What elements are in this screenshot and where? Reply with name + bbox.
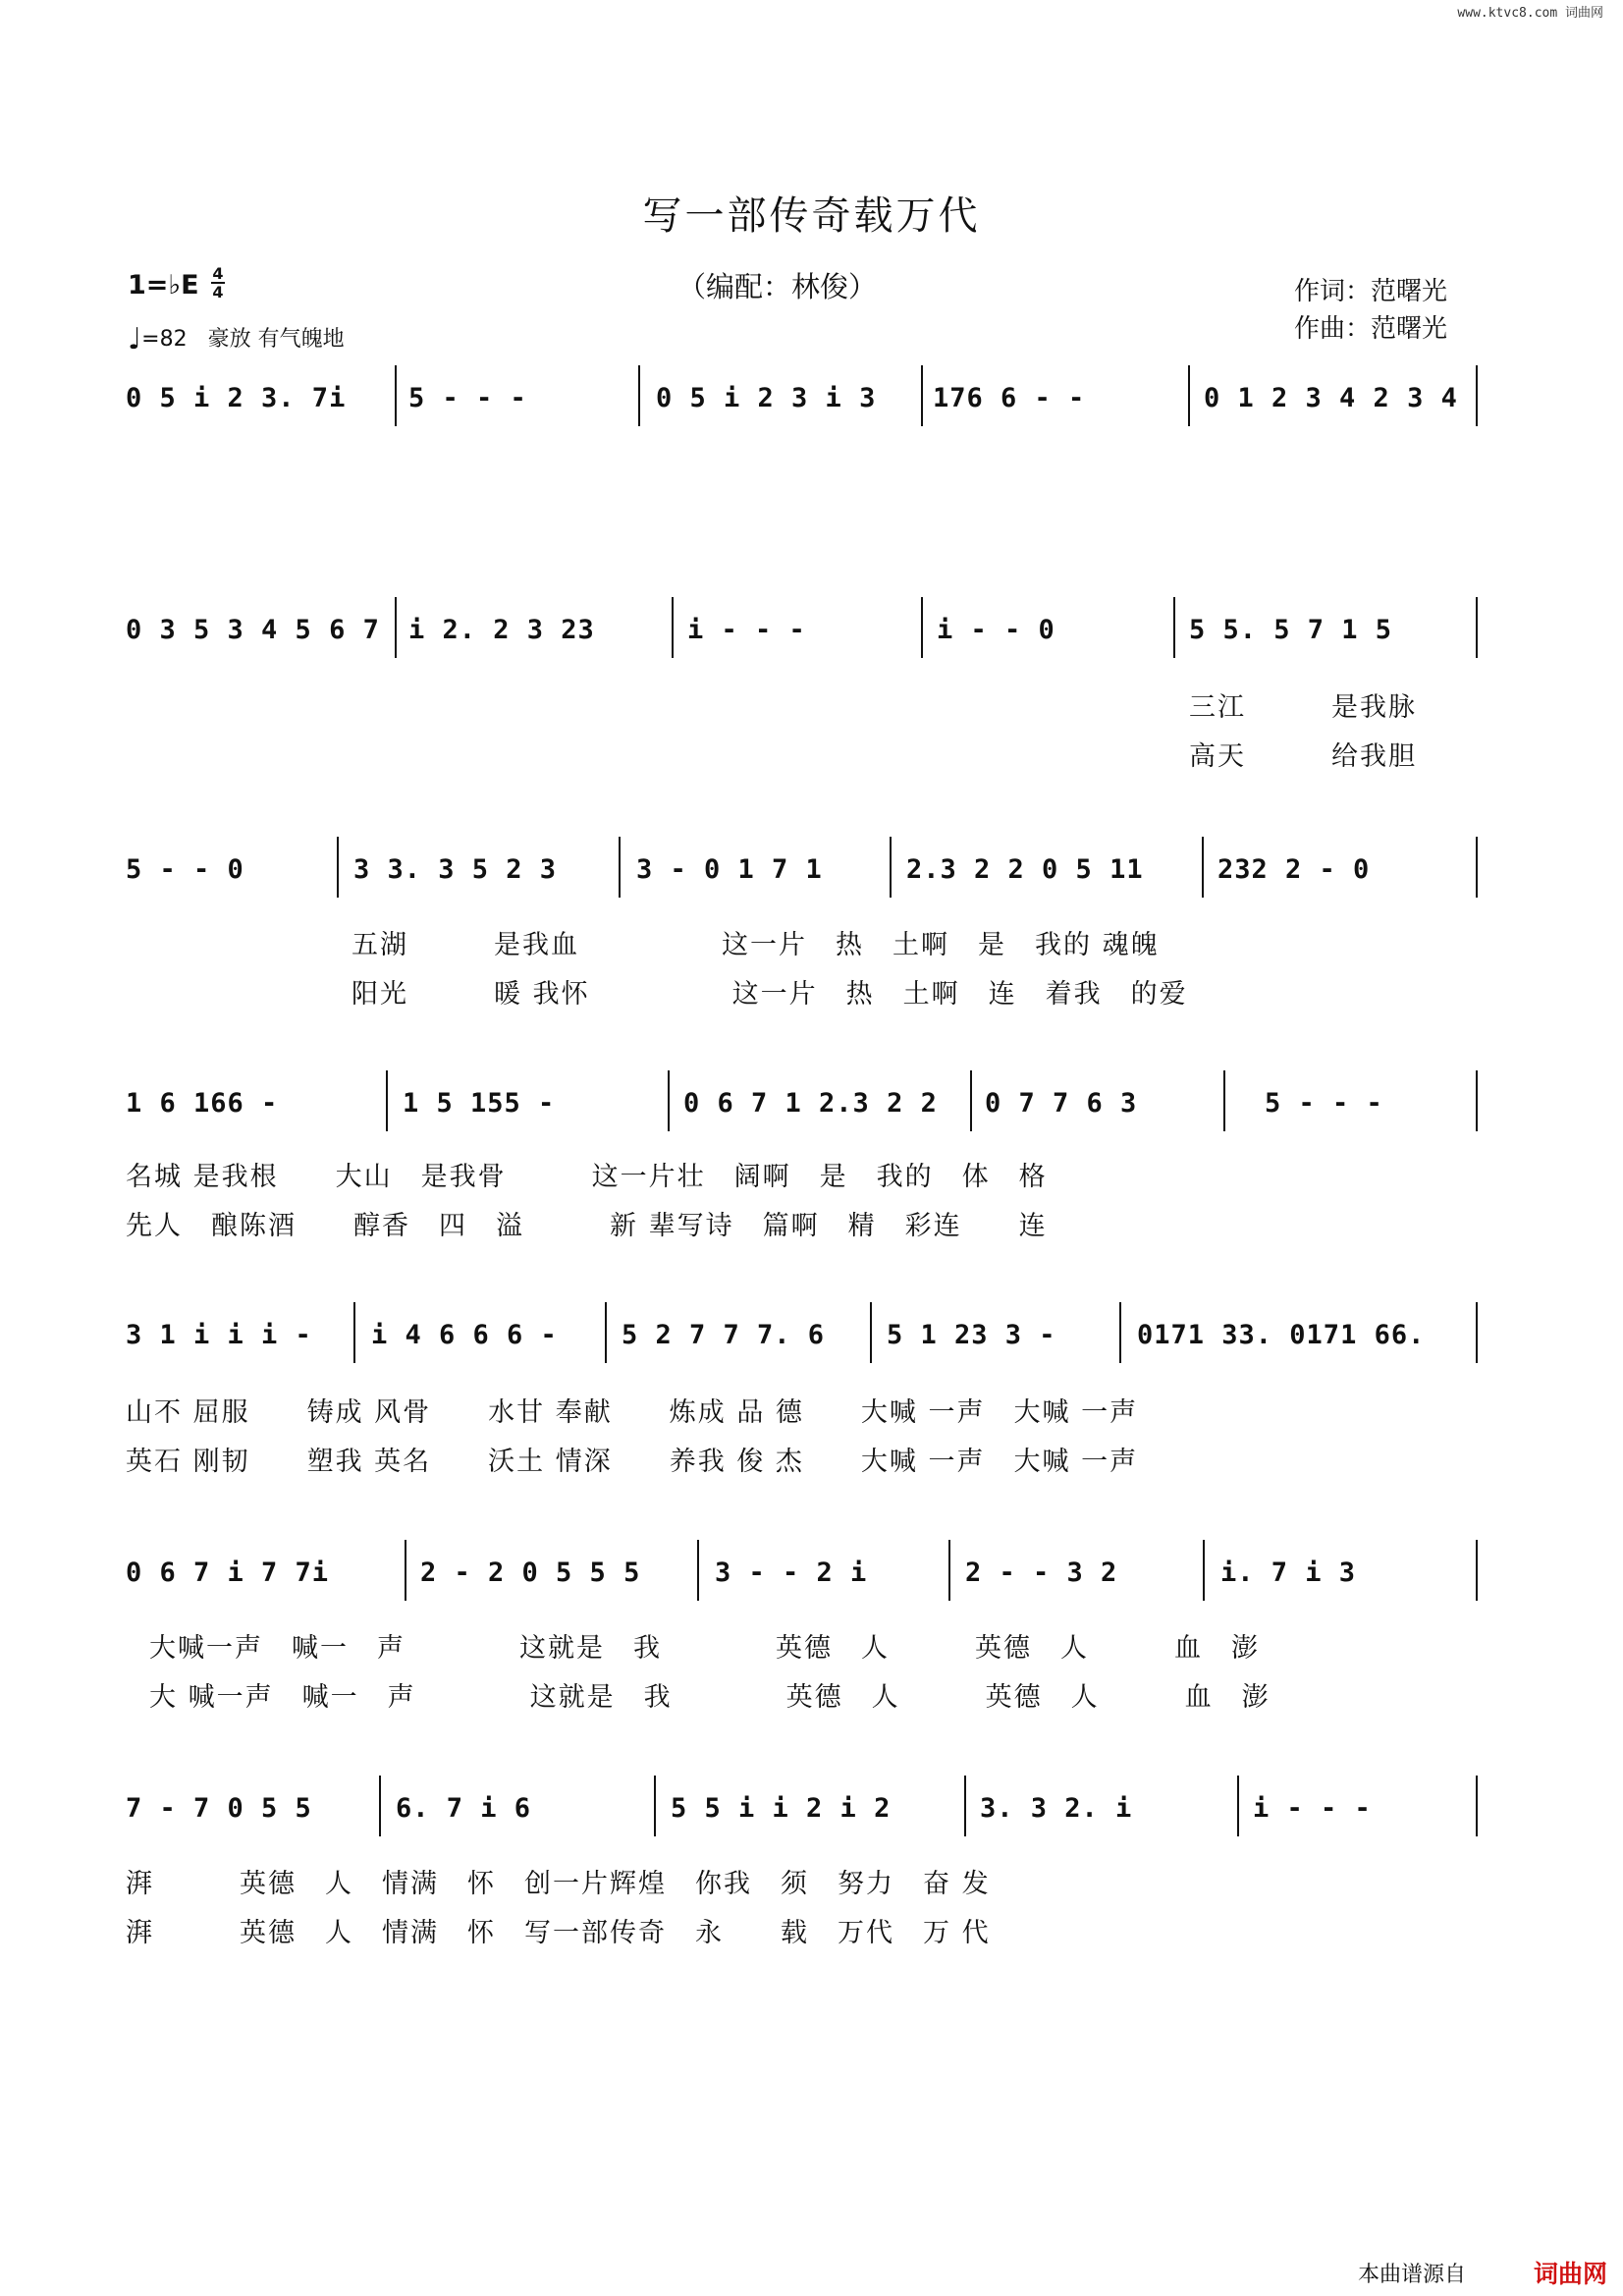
measure: 2 - - 3 2 xyxy=(965,1558,1118,1588)
measure: i - - - xyxy=(687,615,806,645)
barline xyxy=(1119,1302,1121,1363)
lyric-line-2: 阳光 暖 我怀 这一片 热 土啊 连 着我 的爱 xyxy=(352,979,1188,1010)
measure: 0 6 7 i 7 7i xyxy=(126,1558,330,1588)
barline xyxy=(921,365,923,426)
barline xyxy=(654,1776,656,1836)
measure: 0 5 i 2 3 i 3 xyxy=(656,383,877,413)
barline xyxy=(1223,1070,1225,1131)
tempo-marking xyxy=(128,322,345,356)
measure: 1 5 155 - xyxy=(403,1088,556,1119)
site-logo[interactable]: 词曲网 xyxy=(1533,2260,1607,2288)
composer-credit: 作曲：范曙光 xyxy=(1294,314,1448,344)
lyric-line-1: 大喊一声 喊一 声 这就是 我 英德 人 英德 人 血 澎 xyxy=(149,1633,1260,1664)
measure: 3 - - 2 i xyxy=(715,1558,868,1588)
measure: 0 5 i 2 3. 7i xyxy=(126,383,347,413)
measure: 3 3. 3 5 2 3 xyxy=(353,854,558,885)
lyric-line-1: 山不 屈服 铸成 风骨 水甘 奉献 炼成 品 德 大喊 一声 大喊 一声 xyxy=(126,1397,1139,1428)
barline xyxy=(386,1070,388,1131)
tempo-value: =82 xyxy=(141,327,188,352)
barline xyxy=(1476,1070,1478,1131)
measure: 5 - - 0 xyxy=(126,854,244,885)
measure: 5 5 i i 2 i 2 xyxy=(671,1793,892,1824)
measure: 0 1 2 3 4 2 3 4 xyxy=(1204,383,1458,413)
barline xyxy=(619,837,621,898)
lyric-line-2: 湃 英德 人 情满 怀 写一部传奇 永 载 万代 万 代 xyxy=(126,1918,991,1948)
measure: i - - 0 xyxy=(937,615,1055,645)
measure: 0171 33. 0171 66. xyxy=(1137,1320,1426,1350)
measure: 5 - - - xyxy=(408,383,527,413)
measure: 2 - 2 0 5 5 5 xyxy=(420,1558,641,1588)
barline xyxy=(1476,365,1478,426)
measure: 1 6 166 - xyxy=(126,1088,279,1119)
barline xyxy=(379,1776,381,1836)
quarter-note-icon: ♩ xyxy=(128,322,142,356)
lyric-line-2: 高天 给我胆 xyxy=(1189,741,1417,772)
lyric-line-1: 五湖 是我血 这一片 热 土啊 是 我的 魂魄 xyxy=(352,930,1160,960)
barline xyxy=(1476,1540,1478,1601)
measure: 0 7 7 6 3 xyxy=(985,1088,1138,1119)
barline xyxy=(921,597,923,658)
barline xyxy=(890,837,892,898)
site-watermark: www.ktvc8.com 词曲网 xyxy=(1457,6,1603,21)
measure: 0 6 7 1 2.3 2 2 xyxy=(683,1088,938,1119)
barline xyxy=(870,1302,872,1363)
barline xyxy=(948,1540,950,1601)
barline xyxy=(1202,837,1204,898)
barline xyxy=(1476,1776,1478,1836)
barline xyxy=(1203,1540,1205,1601)
measure: 5 1 23 3 - xyxy=(887,1320,1056,1350)
barline xyxy=(668,1070,670,1131)
expression-text: 豪放 有气魄地 xyxy=(207,327,345,352)
measure: 3 - 0 1 7 1 xyxy=(636,854,823,885)
barline xyxy=(395,597,397,658)
lyric-line-2: 英石 刚韧 塑我 英名 沃土 情深 养我 俊 杰 大喊 一声 大喊 一声 xyxy=(126,1447,1139,1477)
measure: 5 5. 5 7 1 5 xyxy=(1189,615,1393,645)
measure: 3. 3 2. i xyxy=(980,1793,1133,1824)
key-signature: 1=♭E xyxy=(128,270,199,301)
source-note: 本曲谱源自 xyxy=(1357,2263,1466,2287)
barline xyxy=(1476,597,1478,658)
measure: 0 3 5 3 4 5 6 7 xyxy=(126,615,380,645)
barline xyxy=(964,1776,966,1836)
lyric-line-2: 大 喊一声 喊一 声 这就是 我 英德 人 英德 人 血 澎 xyxy=(149,1682,1271,1713)
barline xyxy=(1476,837,1478,898)
barline xyxy=(395,365,397,426)
barline xyxy=(672,597,674,658)
time-signature xyxy=(211,265,225,301)
measure: 2.3 2 2 0 5 11 xyxy=(906,854,1144,885)
barline xyxy=(697,1540,699,1601)
time-top: 4 xyxy=(212,264,224,283)
barline xyxy=(605,1302,607,1363)
measure: 176 6 - - xyxy=(933,383,1086,413)
barline xyxy=(337,837,339,898)
lyricist-credit: 作词：范曙光 xyxy=(1294,277,1448,306)
barline xyxy=(1188,365,1190,426)
measure: 6. 7 i 6 xyxy=(396,1793,532,1824)
arranger-credit: （编配：林俊） xyxy=(677,270,878,303)
barline xyxy=(1237,1776,1239,1836)
barline xyxy=(638,365,640,426)
measure: i 2. 2 3 23 xyxy=(408,615,595,645)
measure: i - - - xyxy=(1253,1793,1372,1824)
measure: 5 - - - xyxy=(1265,1088,1383,1119)
measure: 232 2 - 0 xyxy=(1217,854,1371,885)
lyric-line-2: 先人 酿陈酒 醇香 四 溢 新 辈写诗 篇啊 精 彩连 连 xyxy=(126,1211,1048,1241)
lyric-line-1: 三江 是我脉 xyxy=(1189,692,1417,723)
time-bottom: 4 xyxy=(212,283,224,301)
measure: 5 2 7 7 7. 6 xyxy=(622,1320,826,1350)
measure: 7 - 7 0 5 5 xyxy=(126,1793,312,1824)
barline xyxy=(405,1540,406,1601)
measure: i. 7 i 3 xyxy=(1220,1558,1357,1588)
barline xyxy=(1173,597,1175,658)
measure: 3 1 i i i - xyxy=(126,1320,312,1350)
barline xyxy=(970,1070,972,1131)
lyric-line-1: 湃 英德 人 情满 怀 创一片辉煌 你我 须 努力 奋 发 xyxy=(126,1869,991,1899)
lyric-line-1: 名城 是我根 大山 是我骨 这一片壮 阔啊 是 我的 体 格 xyxy=(126,1162,1048,1192)
barline xyxy=(353,1302,355,1363)
measure: i 4 6 6 6 - xyxy=(371,1320,558,1350)
barline xyxy=(1476,1302,1478,1363)
song-title: 写一部传奇载万代 xyxy=(642,193,981,239)
